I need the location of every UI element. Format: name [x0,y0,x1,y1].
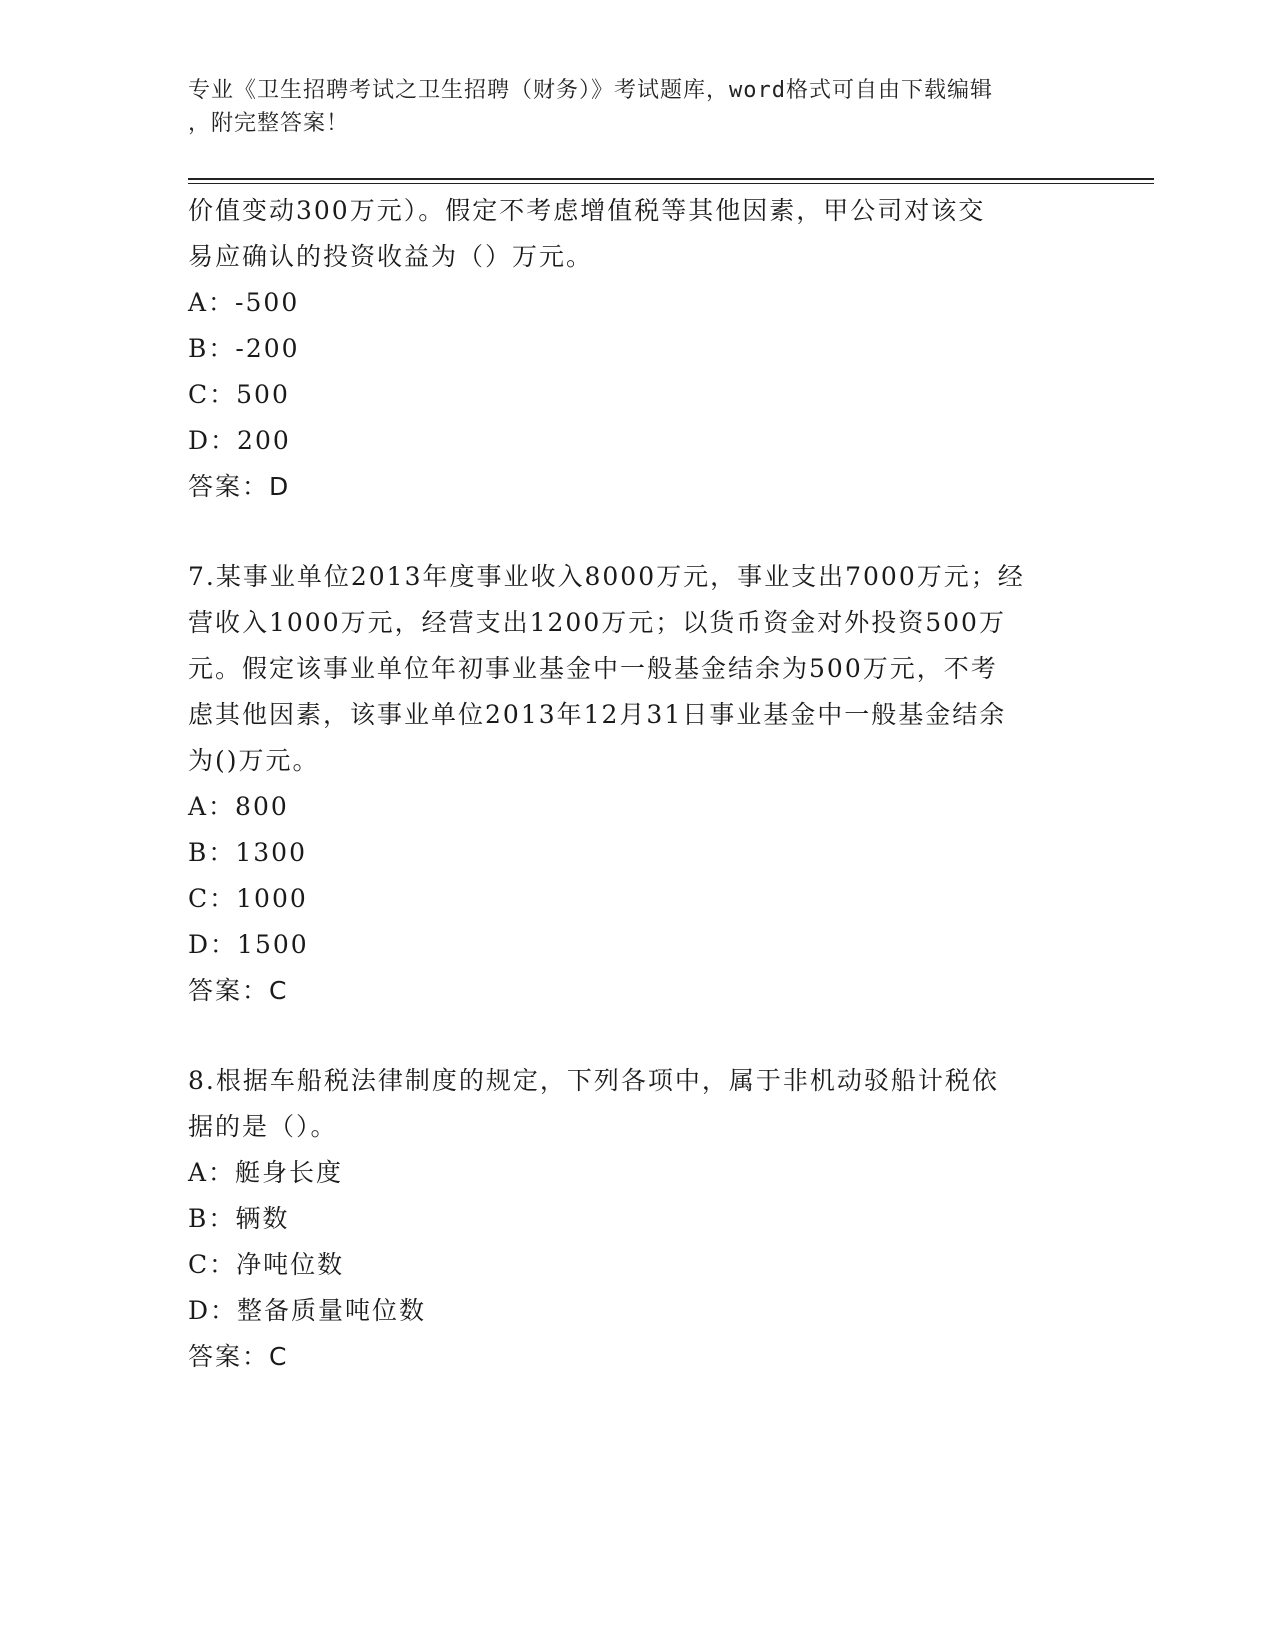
question-list [188,188,1088,1380]
header-divider-thin [188,183,1154,184]
option-d: D：整备质量吨位数 [188,1296,427,1325]
option-d: D：1500 [188,930,309,959]
answer-line: 答案：C [188,1342,289,1371]
answer-line: 答案：D [188,472,291,501]
header-divider-thick [188,178,1154,180]
question-continued [188,188,1088,510]
question-stem-line: 为()万元。 [188,746,320,775]
header-line-1: 专业《卫生招聘考试之卫生招聘（财务）》考试题库，word格式可自由下载编辑 [188,78,993,103]
question-7 [188,554,1088,1014]
question-8 [188,1058,1088,1380]
option-b: B：-200 [188,334,300,363]
question-stem-line: 营收入1000万元，经营支出1200万元；以货币资金对外投资500万 [188,608,1006,637]
question-stem-line: 8.根据车船税法律制度的规定，下列各项中，属于非机动驳船计税依 [188,1066,999,1095]
question-stem-line: 7.某事业单位2013年度事业收入8000万元，事业支出7000万元；经 [188,562,1025,591]
question-spacer [188,510,1088,554]
question-stem-line: 易应确认的投资收益为（）万元。 [188,242,594,271]
question-stem-line: 价值变动300万元）。假定不考虑增值税等其他因素，甲公司对该交 [188,196,986,225]
option-c: C：500 [188,380,290,409]
option-b: B：1300 [188,838,307,867]
question-stem-line: 虑其他因素，该事业单位2013年12月31日事业基金中一般基金结余 [188,700,1007,729]
option-c: C：净吨位数 [188,1250,345,1279]
option-a: A：艇身长度 [188,1158,344,1187]
question-stem-line: 元。假定该事业单位年初事业基金中一般基金结余为500万元，不考 [188,654,998,683]
option-d: D：200 [188,426,291,455]
answer-line: 答案：C [188,976,289,1005]
question-stem-line: 据的是（）。 [188,1112,338,1141]
option-a: A：-500 [188,288,300,317]
header-line-2: ，附完整答案！ [188,111,350,136]
document-header [188,74,1068,140]
option-c: C：1000 [188,884,308,913]
question-spacer [188,1014,1088,1058]
option-a: A：800 [188,792,289,821]
option-b: B：辆数 [188,1204,290,1233]
